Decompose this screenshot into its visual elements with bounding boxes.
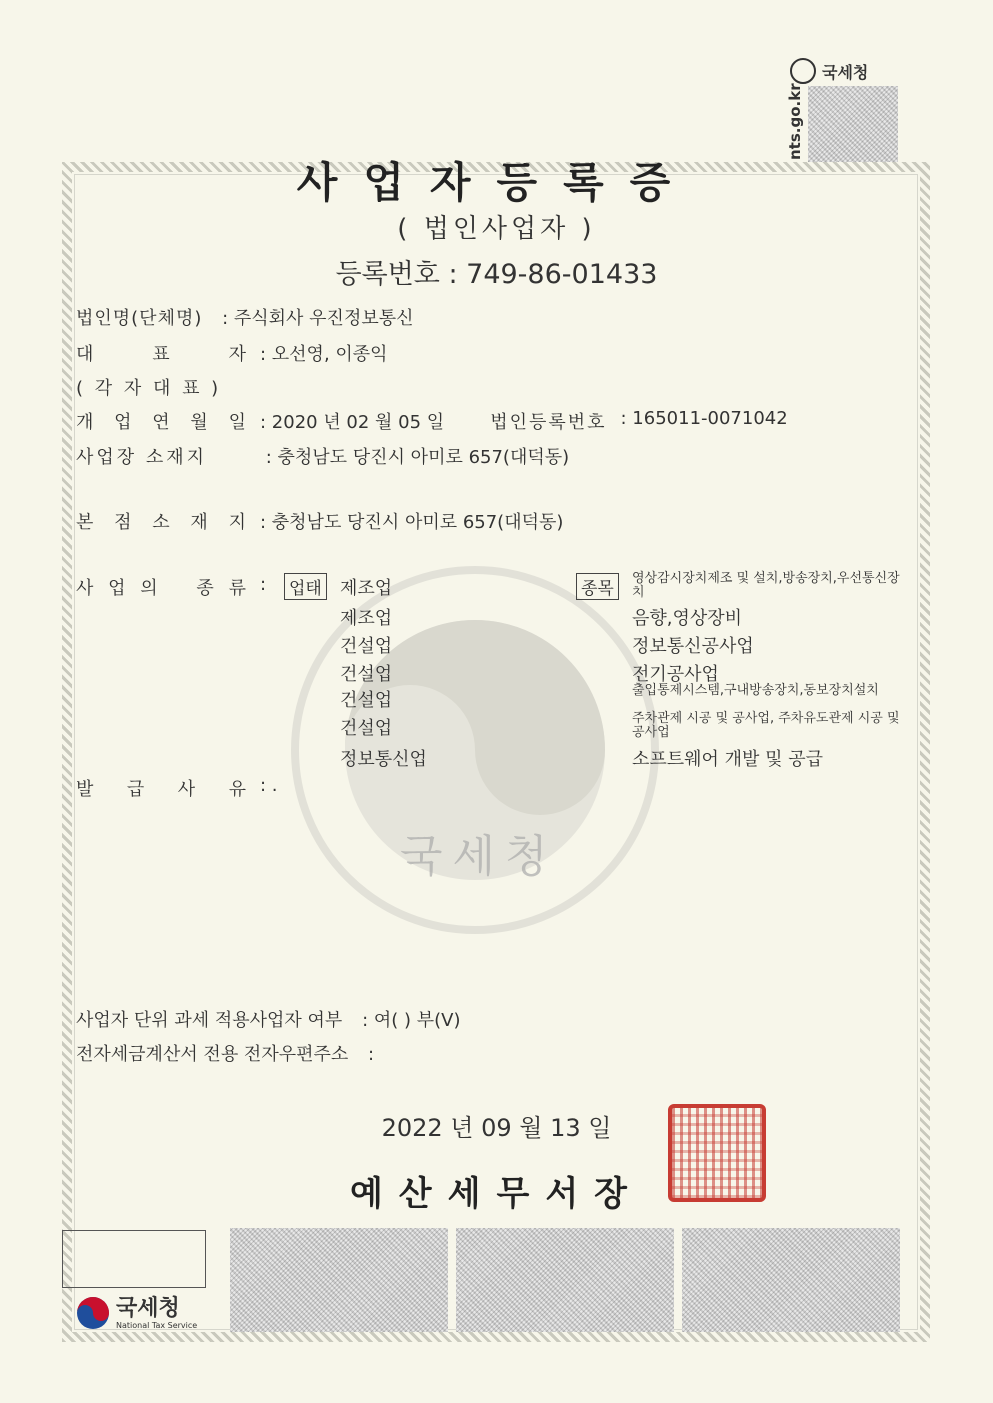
label-char: 개 bbox=[76, 412, 94, 433]
representative-label bbox=[76, 340, 246, 366]
email-row bbox=[76, 1040, 374, 1066]
label-char: 자 bbox=[228, 344, 246, 365]
label-char: 사 bbox=[177, 779, 196, 800]
email-value: : bbox=[368, 1044, 375, 1065]
hq-location-label bbox=[76, 508, 246, 534]
agency-name: 국세청 bbox=[822, 62, 869, 82]
corp-name-value: : 주식회사 우진정보통신 bbox=[222, 308, 414, 329]
issue-reason-label bbox=[76, 775, 246, 801]
nts-logo bbox=[76, 1296, 197, 1330]
logo-text: 국세청 bbox=[116, 1295, 180, 1321]
biz-location-row bbox=[76, 443, 569, 469]
email-label: 전자세금계산서 전용 전자우편주소 bbox=[76, 1044, 349, 1065]
uptae-item: 건설업 bbox=[340, 690, 393, 711]
document-subtitle: ( 법인사업자 ) bbox=[397, 214, 596, 244]
label-char: 유 bbox=[228, 779, 246, 800]
label-char: 업 bbox=[114, 412, 132, 433]
unit-tax-value: : 여( ) 부(V) bbox=[362, 1010, 461, 1031]
jongmok-item: 정보통신공사업 bbox=[632, 636, 754, 657]
site-url: nts.go.kr bbox=[786, 83, 804, 160]
label-char: 업 bbox=[108, 578, 126, 599]
uptae-item: 건설업 bbox=[340, 664, 393, 685]
issue-date: 2022 년 09 월 13 일 bbox=[381, 1114, 612, 1142]
biz-type-label-row bbox=[76, 574, 266, 600]
jongmok-label: 종목 bbox=[576, 573, 619, 600]
security-pattern-1 bbox=[230, 1228, 448, 1332]
taegeuk-icon bbox=[76, 1296, 110, 1330]
official-seal bbox=[668, 1104, 766, 1202]
watermark-text: 국세청 bbox=[400, 831, 558, 882]
security-pattern-3 bbox=[682, 1228, 900, 1332]
uptae-item: 건설업 bbox=[340, 718, 393, 739]
hq-location-row bbox=[76, 508, 563, 534]
open-date-value: : 2020 년 02 월 05 일 bbox=[260, 412, 445, 433]
biz-location-value: : 충청남도 당진시 아미로 657(대덕동) bbox=[265, 447, 570, 468]
label-char: 점 bbox=[114, 512, 132, 533]
agency-header bbox=[790, 58, 868, 84]
label-char: 사 bbox=[76, 578, 94, 599]
biz-location-label: 사업장 소재지 bbox=[76, 447, 208, 468]
jongmok-item: 전기공사업 bbox=[632, 664, 719, 685]
jongmok-item: 영상감시장치제조 및 설치,방송장치,우선통신장치 bbox=[632, 571, 900, 600]
label-char: 류 bbox=[228, 578, 246, 599]
unit-tax-row bbox=[76, 1006, 460, 1032]
corp-reg-no-value: : 165011-0071042 bbox=[620, 408, 788, 429]
open-date-label bbox=[76, 408, 246, 434]
issue-reason-row bbox=[76, 775, 278, 801]
security-pattern-2 bbox=[456, 1228, 674, 1332]
registration-number: 등록번호 : 749-86-01433 bbox=[335, 259, 658, 290]
uptae-item: 정보통신업 bbox=[340, 749, 427, 770]
label-char: 본 bbox=[76, 512, 94, 533]
hq-location-value: : 충청남도 당진시 아미로 657(대덕동) bbox=[260, 512, 564, 533]
representative-value: : 오선영, 이종익 bbox=[260, 344, 388, 365]
corp-reg-no-label: 법인등록번호 bbox=[490, 412, 607, 433]
jongmok-item: 주차관제 시공 및 공사업, 주차유도관제 시공 및 공사업 bbox=[632, 711, 900, 740]
label-char: 급 bbox=[126, 779, 145, 800]
representative-row bbox=[76, 340, 388, 366]
issue-reason-value: : . bbox=[260, 775, 278, 796]
uptae-label: 업태 bbox=[284, 573, 327, 600]
uptae-item: 건설업 bbox=[340, 636, 393, 657]
corp-name-row bbox=[76, 304, 414, 330]
nts-character-icon bbox=[790, 58, 816, 84]
biz-type-label bbox=[76, 574, 246, 600]
label-char: 지 bbox=[228, 512, 246, 533]
jongmok-item: 음향,영상장비 bbox=[632, 608, 743, 629]
issuer-name: 예산세무서장 bbox=[349, 1174, 644, 1214]
label-char: 연 bbox=[152, 412, 170, 433]
jongmok-item: 출입통제시스템,구내방송장치,동보장치설치 bbox=[632, 683, 879, 698]
jongmok-item: 소프트웨어 개발 및 공급 bbox=[632, 749, 824, 770]
representative-note: ( 각 자 대 표 ) bbox=[76, 378, 222, 399]
biz-type-colon: : bbox=[260, 574, 267, 595]
label-char: 발 bbox=[76, 779, 94, 800]
document-title: 사업자등록증 bbox=[296, 158, 697, 207]
corp-name-label: 법인명(단체명) bbox=[76, 308, 203, 329]
label-char: 표 bbox=[152, 344, 170, 365]
label-char: 소 bbox=[152, 512, 170, 533]
label-char: 일 bbox=[228, 412, 246, 433]
uptae-item: 제조업 bbox=[340, 608, 393, 629]
blank-box bbox=[62, 1230, 206, 1288]
open-date-row bbox=[76, 408, 788, 434]
label-char: 종 bbox=[196, 578, 214, 599]
uptae-item: 제조업 bbox=[340, 578, 393, 599]
label-char: 재 bbox=[190, 512, 208, 533]
label-char: 의 bbox=[140, 578, 158, 599]
logo-subtext: National Tax Service bbox=[116, 1320, 198, 1330]
label-char: 월 bbox=[190, 412, 208, 433]
label-char: 대 bbox=[76, 344, 94, 365]
unit-tax-label: 사업자 단위 과세 적용사업자 여부 bbox=[76, 1010, 343, 1031]
